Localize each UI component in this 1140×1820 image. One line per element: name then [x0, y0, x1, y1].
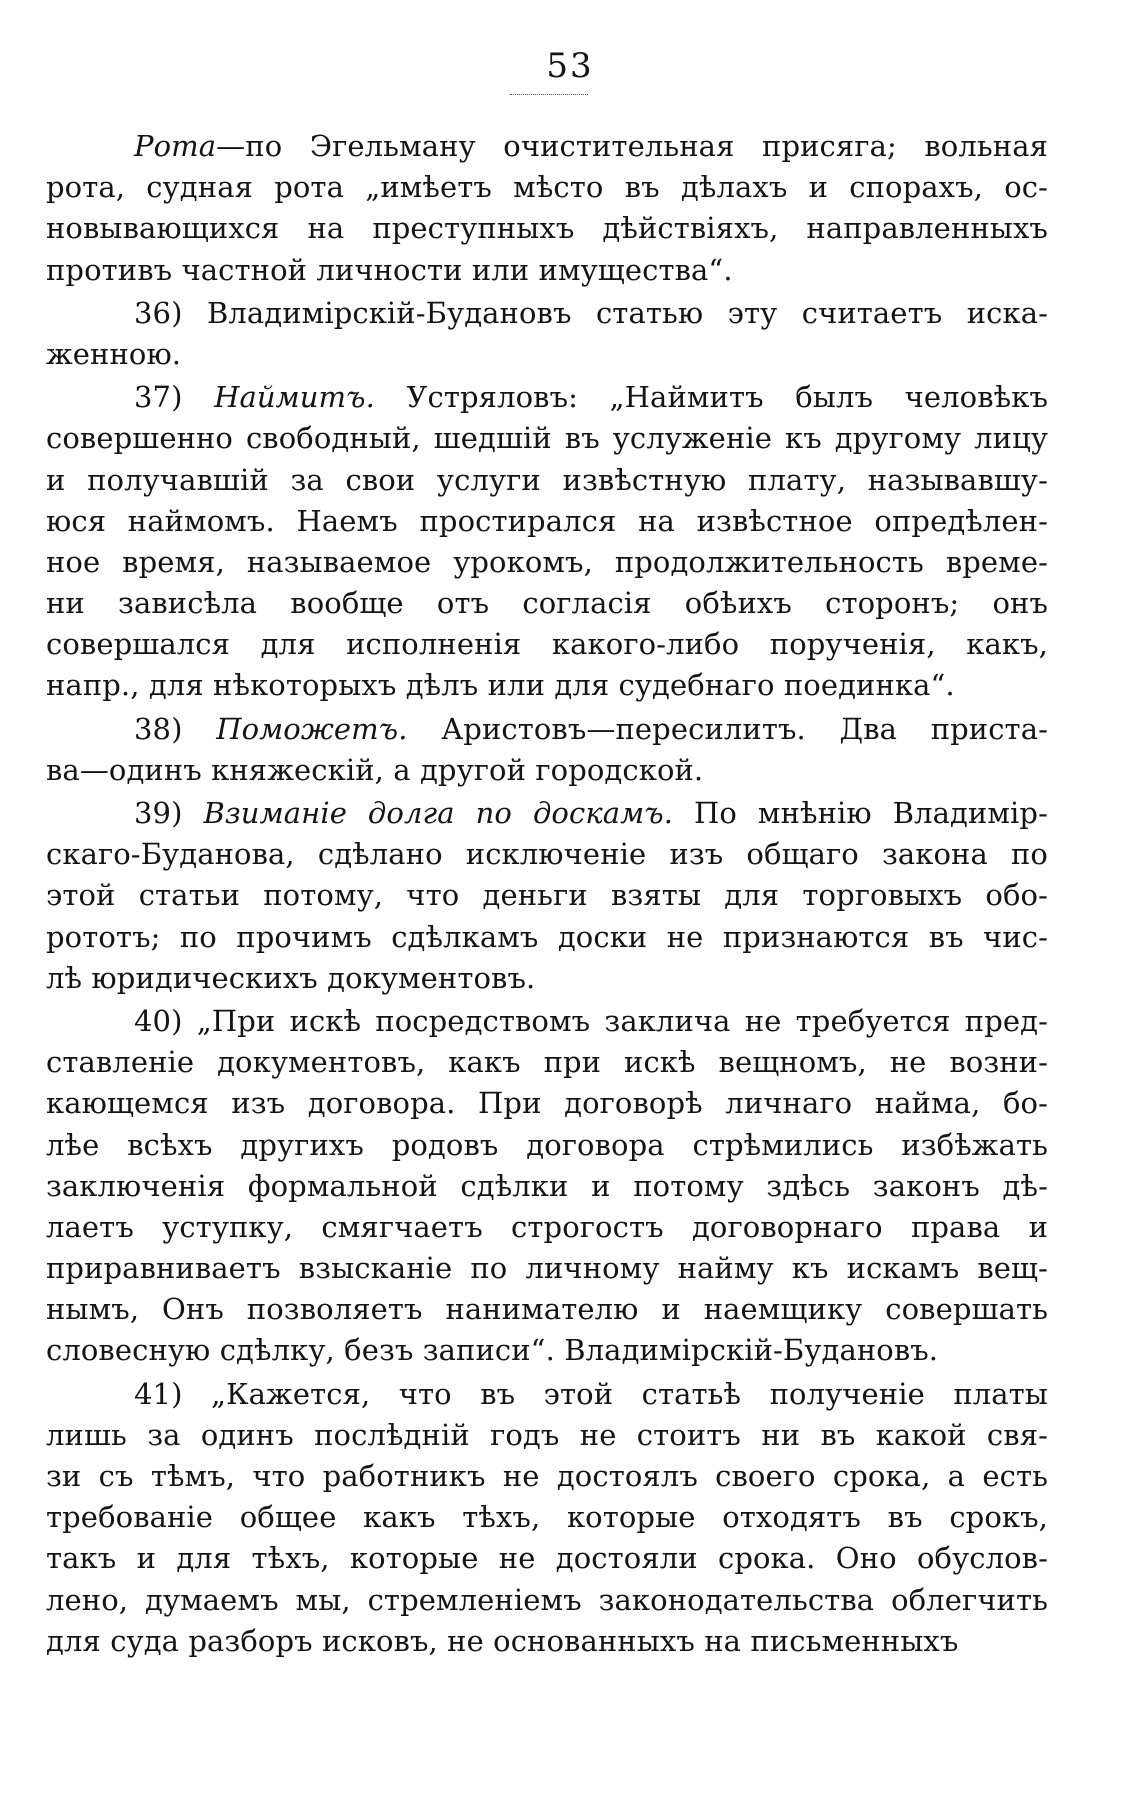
paragraph [46, 293, 1048, 375]
text-line: рототъ; по прочимъ сдѣлкамъ доски не признаются въ чис- [46, 919, 1048, 954]
text-line [46, 709, 1048, 750]
text-line [46, 377, 1048, 418]
paragraph-number: 37) [134, 380, 215, 415]
text-line: лѣ юридическихъ документовъ. [46, 960, 536, 995]
paragraph-gap [46, 1662, 1048, 1664]
text-line: нымъ, Онъ позволяетъ нанимателю и наемщику совершать [46, 1292, 1048, 1327]
text-line: напр., для нѣкоторыхъ дѣлъ или для судебнаго поединка“. [46, 668, 955, 703]
text-line: кающемся изъ договора. При договорѣ личнаго найма, бо- [46, 1086, 1048, 1121]
page-number-rule [510, 94, 588, 95]
text-line: такъ и для тѣхъ, которые не достояли срока. Оно обуслов- [46, 1541, 1048, 1576]
text-line: зи съ тѣмъ, что работникъ не достоялъ своего срока, а есть [46, 1459, 1048, 1493]
paragraph [46, 1001, 1048, 1372]
text-line: новывающихся на преступныхъ дѣйствіяхъ, направленныхъ [46, 211, 1048, 246]
text-line: требованіе общее какъ тѣхъ, которые отходятъ въ срокъ, [46, 1500, 1048, 1535]
text-line: ное время, называемое урокомъ, продолжительность време- [46, 544, 1048, 579]
text-line: приравниваетъ взысканіе по личному найму къ искамъ вещ- [46, 1251, 1048, 1286]
text-line: ставленіе документовъ, какъ при искѣ вещномъ, не возни- [46, 1045, 1048, 1080]
text-line: женною. [46, 336, 182, 371]
paragraph-number: 39) [134, 796, 204, 830]
text-line: юся наймомъ. Наемъ простирался на извѣстное опредѣлен- [46, 503, 1048, 538]
line-text: Аристовъ—пересилитъ. Два приста- [407, 711, 1048, 746]
line-text: Устряловъ: „Наймитъ былъ человѣкъ [374, 380, 1048, 415]
text-line: 36) Владимірскій-Будановъ статью эту считаетъ иска- [134, 295, 1048, 330]
text-line: ва—одинъ княжескій, а другой городской. [46, 752, 704, 787]
text-line: лено, думаемъ мы, стремленіемъ законодательства облегчить [46, 1582, 1048, 1617]
paragraph [46, 1374, 1048, 1662]
text-line: лишь за одинъ послѣдній годъ не стоитъ ни въ какой свя- [46, 1417, 1048, 1452]
text-line: совершенно свободный, шедшій въ услуженіе къ другому лицу [46, 421, 1048, 456]
text-line: рота, судная рота „имѣетъ мѣсто въ дѣлахъ и спорахъ, ос- [46, 170, 1048, 205]
text-line: ни зависѣла вообще отъ согласія обѣихъ сторонъ; онъ [46, 586, 1048, 621]
text-line: противъ частной личности или имущества“. [46, 252, 733, 287]
paragraph [46, 793, 1048, 999]
text-line: 41) „Кажется, что въ этой статьѣ полученіе платы [134, 1376, 1048, 1411]
text-line: словесную сдѣлку, безъ записи“. Владимірскій-Будановъ. [46, 1333, 939, 1368]
italic-term: Поможетъ. [216, 711, 408, 746]
text-line: скаго-Буданова, сдѣлано исключеніе изъ общаго закона по [46, 837, 1048, 872]
body-text [46, 126, 1048, 1664]
text-line: лаетъ уступку, смягчаетъ строгостъ договорнаго права и [46, 1209, 1048, 1244]
italic-term: Наймитъ. [214, 380, 375, 415]
text-line [46, 793, 1048, 834]
paragraph [46, 377, 1048, 707]
text-line: для суда разборъ исковъ, не основанныхъ на письменныхъ [46, 1623, 959, 1658]
line-text: —по Эгельману очистительная присяга; вольная [216, 129, 1048, 163]
text-line: этой статьи потому, что деньги взяты для торговыхъ обо- [46, 878, 1048, 913]
text-line: лѣе всѣхъ другихъ родовъ договора стрѣмились избѣжать [46, 1127, 1048, 1162]
italic-term: Рота [134, 129, 217, 163]
italic-term: Взиманіе долга по доскамъ. [203, 796, 674, 830]
page-number: 53 [546, 46, 594, 86]
text-line: заключенія формальной сдѣлки и потому здѣсь законъ дѣ- [46, 1168, 1048, 1203]
line-text: По мнѣнію Владимір- [673, 796, 1048, 830]
paragraph-number: 38) [134, 711, 217, 746]
paragraph [46, 709, 1048, 791]
text-line: и получавшій за свои услуги извѣстную плату, называвшу- [46, 462, 1048, 497]
paragraph [46, 126, 1048, 291]
text-line: 40) „При искѣ посредствомъ заклича не требуется пред- [134, 1003, 1048, 1038]
text-line: совершался для исполненія какого-либо порученія, какъ, [46, 627, 1048, 662]
text-line [46, 126, 1048, 167]
